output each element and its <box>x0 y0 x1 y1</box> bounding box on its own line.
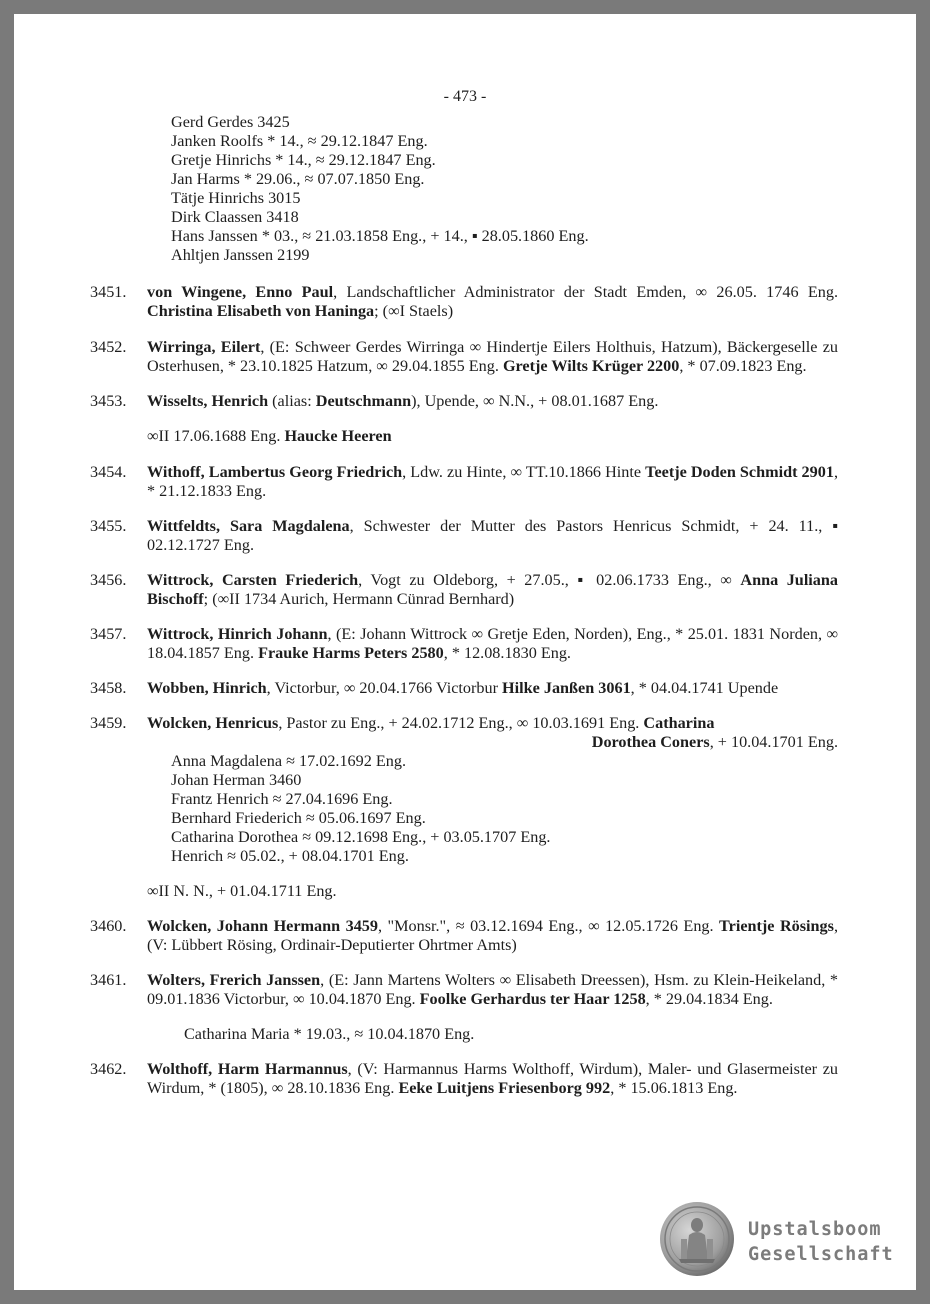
child-line: Henrich ≈ 05.02., + 08.04.1701 Eng. <box>171 847 409 865</box>
entry-person: Withoff, Lambertus Georg Friedrich <box>147 463 403 481</box>
child-line: Catharina Dorothea ≈ 09.12.1698 Eng., + 03.05.1707 Eng. <box>171 828 551 846</box>
seal-logo-icon <box>659 1201 735 1277</box>
brand-wordmark <box>748 1217 894 1267</box>
entry-text: Wolters, Frerich Janssen, (E: Jann Martens Wolters ∞ Elisabeth Dreessen), Hsm. zu Klein-Heikeland, * 09.01.1836 Victorbur, ∞ 10.04.1870 Eng. Foolke Gerhardus ter Haar 1258, * 29.04.1834 Eng. <box>147 971 838 1008</box>
brand-line-2: Gesellschaft <box>748 1244 894 1265</box>
entry-spouse: Trientje Rösings <box>719 917 834 935</box>
entry-number: 3455. <box>90 517 127 535</box>
entry-number: 3458. <box>90 679 127 697</box>
entry-text: Wolcken, Henricus, Pastor zu Eng., + 24.02.1712 Eng., ∞ 10.03.1691 Eng. Catharina Dorothea Coners, + 10.04.1701 Eng. <box>147 714 838 751</box>
child-line: Dirk Claassen 3418 <box>171 208 299 226</box>
entry-text: Wirringa, Eilert, (E: Schweer Gerdes Wirringa ∞ Hindertje Eilers Holthuis, Hatzum), Bäckergeselle zu Osterhusen, * 23.10.1825 Hatzum, ∞ 29.04.1855 Eng. Gretje Wilts Krüger 2200, * 07.09.1823 Eng. <box>147 338 838 375</box>
entry-number: 3460. <box>90 917 127 935</box>
entry-person: Wolters, Frerich Janssen <box>147 971 321 989</box>
child-line: Ahltjen Janssen 2199 <box>171 246 310 264</box>
entry-text: Wolthoff, Harm Harmannus, (V: Harmannus Harms Wolthoff, Wirdum), Maler- und Glasermeister zu Wirdum, * (1805), ∞ 28.10.1836 Eng. Eeke Luitjens Friesenborg 992, * 15.06.1813 Eng. <box>147 1060 839 1097</box>
entry-3453 <box>90 392 838 411</box>
entry-number: 3453. <box>90 392 127 410</box>
entry-3457 <box>90 625 838 663</box>
entry-spouse: Frauke Harms Peters 2580 <box>258 644 444 662</box>
entry-person: Wittrock, Hinrich Johann <box>147 625 328 643</box>
child-line: Bernhard Friederich ≈ 05.06.1697 Eng. <box>171 809 426 827</box>
child-line: Catharina Maria * 19.03., ≈ 10.04.1870 Eng. <box>184 1025 475 1043</box>
entry-3461 <box>90 971 838 1009</box>
entry-3460 <box>90 917 838 955</box>
continuation-children <box>171 113 838 265</box>
entry-spouse: Teetje Doden Schmidt 2901 <box>645 463 834 481</box>
entry-number: 3459. <box>90 714 127 732</box>
child-line: Gerd Gerdes 3425 <box>171 113 290 131</box>
page-content <box>90 113 838 1098</box>
entry-person: Wittfeldts, Sara Magdalena <box>147 517 350 535</box>
document-page <box>14 14 916 1290</box>
entry-text: Withoff, Lambertus Georg Friedrich, Ldw. zu Hinte, ∞ TT.10.1866 Hinte Teetje Doden Schmidt 2901, * 21.12.1833 Eng. <box>147 463 838 500</box>
brand-line-1: Upstalsboom <box>748 1219 882 1240</box>
entry-spouse: Anna Juliana Bischoff <box>147 571 838 608</box>
entry-person: von Wingene, Enno Paul <box>147 283 334 301</box>
entry-person: Wittrock, Carsten Friederich <box>147 571 359 589</box>
entry-person: Wolcken, Henricus <box>147 714 279 732</box>
entry-text: Wittrock, Hinrich Johann, (E: Johann Wittrock ∞ Gretje Eden, Norden), Eng., * 25.01. 1831 Norden, ∞ 18.04.1857 Eng. Frauke Harms Peters 2580, * 12.08.1830 Eng. <box>147 625 838 662</box>
entry-person: Wisselts, Henrich <box>147 392 269 410</box>
entry-3458 <box>90 679 838 698</box>
child-line: Frantz Henrich ≈ 27.04.1696 Eng. <box>171 790 393 808</box>
entry-number: 3462. <box>90 1060 127 1078</box>
child-line: Anna Magdalena ≈ 17.02.1692 Eng. <box>171 752 407 770</box>
child-line: Gretje Hinrichs * 14., ≈ 29.12.1847 Eng. <box>171 151 436 169</box>
entry-3452 <box>90 338 838 376</box>
entry-spouse: Catharina <box>643 714 715 732</box>
entry-spouse: Christina Elisabeth von Haninga <box>147 302 375 320</box>
entry-number: 3457. <box>90 625 127 643</box>
child-line: Hans Janssen * 03., ≈ 21.03.1858 Eng., + 14., ▪ 28.05.1860 Eng. <box>171 227 589 245</box>
child-line: Janken Roolfs * 14., ≈ 29.12.1847 Eng. <box>171 132 428 150</box>
entry-3451 <box>90 283 838 321</box>
entry-person: Wobben, Hinrich <box>147 679 267 697</box>
entry-3459 <box>90 714 838 752</box>
child-line: Johan Herman 3460 <box>171 771 302 789</box>
entry-person: Wolthoff, Harm Harmannus <box>147 1060 348 1078</box>
entry-text: Wittrock, Carsten Friederich, Vogt zu Oldeborg, + 27.05., ▪ 02.06.1733 Eng., ∞ Anna Juliana Bischoff; (∞II 1734 Aurich, Hermann Cünrad Bernhard) <box>147 571 838 608</box>
entry-spouse-cont: Dorothea Coners <box>591 733 710 751</box>
entry-spouse: Hilke Janßen 3061 <box>502 679 631 697</box>
entry-number: 3461. <box>90 971 127 989</box>
children-list <box>171 752 838 866</box>
entry-3462 <box>90 1060 838 1098</box>
entry-text: Wolcken, Johann Hermann 3459, "Monsr.", ≈ 03.12.1694 Eng., ∞ 12.05.1726 Eng. Trientje Rösings, (V: Lübbert Rösing, Ordinair-Deputierter Ohrtmer Amts) <box>147 917 838 954</box>
entry-alias: Deutschmann <box>315 392 412 410</box>
entry-number: 3454. <box>90 463 127 481</box>
entry-3455 <box>90 517 838 555</box>
entry-spouse: Foolke Gerhardus ter Haar 1258 <box>419 990 646 1008</box>
entry-text: von Wingene, Enno Paul, Landschaftlicher Administrator der Stadt Emden, ∞ 26.05. 1746 Eng. Christina Elisabeth von Haninga; (∞I Staels) <box>147 283 838 320</box>
second-marriage: ∞II 17.06.1688 Eng. Haucke Heeren <box>147 427 392 445</box>
entry-person: Wolcken, Johann Hermann 3459 <box>147 917 378 935</box>
entry-person: Wirringa, Eilert <box>147 338 261 356</box>
child-line: Tätje Hinrichs 3015 <box>171 189 301 207</box>
entry-number: 3456. <box>90 571 127 589</box>
entry-3454 <box>90 463 838 501</box>
entry-spouse: Eeke Luitjens Friesenborg 992 <box>398 1079 611 1097</box>
entry-number: 3452. <box>90 338 127 356</box>
page-number: - 473 - <box>443 88 487 105</box>
entry-text: Wobben, Hinrich, Victorbur, ∞ 20.04.1766 Victorbur Hilke Janßen 3061, * 04.04.1741 Upende <box>147 679 779 697</box>
entry-number: 3451. <box>90 283 127 301</box>
entry-spouse: Haucke Heeren <box>284 427 392 445</box>
entry-spouse: Gretje Wilts Krüger 2200 <box>502 357 680 375</box>
entry-text: Wittfeldts, Sara Magdalena, Schwester der Mutter des Pastors Henricus Schmidt, + 24. 11., ▪ 02.12.1727 Eng. <box>147 517 839 554</box>
entry-text: Wisselts, Henrich (alias: Deutschmann), Upende, ∞ N.N., + 08.01.1687 Eng. <box>147 392 659 410</box>
child-line: Jan Harms * 29.06., ≈ 07.07.1850 Eng. <box>171 170 425 188</box>
entry-3456 <box>90 571 838 609</box>
second-marriage: ∞II N. N., + 01.04.1711 Eng. <box>147 882 337 900</box>
